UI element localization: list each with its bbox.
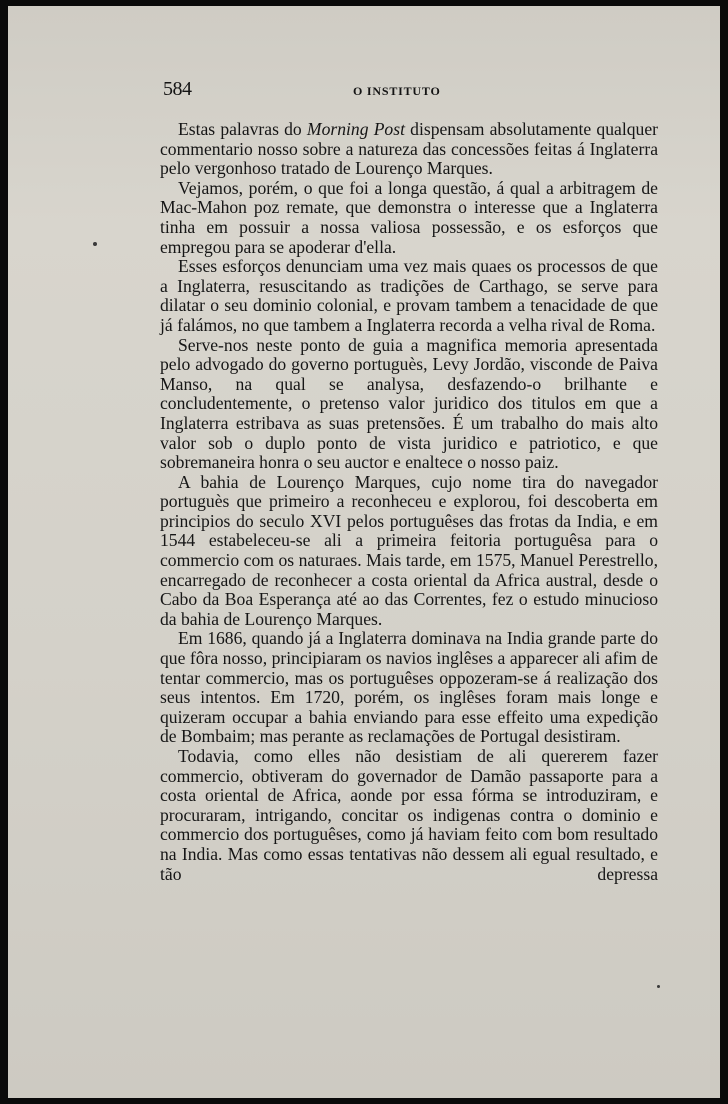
scan-speck bbox=[657, 985, 660, 988]
paragraph-7: Todavia, como elles não desistiam de ali quererem fazer commercio, obtiveram do governador de Damão passaporte para a costa oriental de Africa, aonde por essa fórma se introduziram, e procuraram, intrigando, concitar os indigenas contra o dominio e commercio dos portuguêses, como já haviam feito com bom resultado na India. Mas como essas tentativas não dessem ali egual resultado, e tão depressa bbox=[160, 746, 658, 884]
page-number: 584 bbox=[163, 78, 192, 100]
journal-title: O INSTITUTO bbox=[353, 84, 441, 98]
paragraph-3: Esses esforços denunciam uma vez mais quaes os processos de que a Inglaterra, resuscitando as tradições de Carthago, se serve para dilatar o seu dominio colonial, e provam tambem a tenacidade de que já falámos, no que tambem a Inglaterra recorda a velha rival de Roma. bbox=[160, 256, 658, 335]
paragraph-2: Vejamos, porém, o que foi a longa questão, á qual a arbitragem de Mac-Mahon poz remate, que demonstra o interesse que a Inglaterra tinha em possuir a nossa valiosa possessão, e os esforços que empregou para se apoderar d'ella. bbox=[160, 177, 658, 257]
scan-speck bbox=[93, 242, 97, 246]
running-head bbox=[163, 78, 659, 102]
paragraph-5: A bahia de Lourenço Marques, cujo nome tira do navegador portuguès que primeiro a reconheceu e explorou, foi descoberta em principios do seculo XVI pelos portuguêses das frotas da India, e em 1544 estabeleceu-se ali a primeira feitoria portuguêsa para o commercio com os naturaes. Mais tarde, em 1575, Manuel Perestrello, encarregado de reconhecer a costa oriental da Africa austral, desde o Cabo da Boa Esperança até ao das Correntes, fez o estudo minucioso da bahia de Lourenço Marques. bbox=[160, 471, 658, 629]
newspaper-title: Morning Post bbox=[306, 119, 405, 139]
paragraph-1 bbox=[160, 120, 658, 179]
paragraph-4: Serve-nos neste ponto de guia a magnifica memoria apresentada pelo advogado do governo portuguès, Levy Jordão, visconde de Paiva Manso, na qual se analysa, desfazendo-o brilhante e concludentemente, o pretenso valor juridico dos titulos em que a Inglaterra estribava as suas pretensões. É um trabalho do mais alto valor sob o duplo ponto de vista juridico e patriotico, e que sobremaneira honra o seu auctor e enaltece o nosso paiz. bbox=[160, 334, 658, 473]
paragraph-1-text-end: dispensam absolutamente qualquer commentario nosso sobre a natureza das concessões feitas á Inglaterra pelo vergonhoso tratado de Lourenço Marques. bbox=[160, 119, 658, 179]
paragraph-1-text-start: Estas palavras do bbox=[178, 119, 307, 139]
body-text bbox=[160, 120, 658, 884]
paragraph-6: Em 1686, quando já a Inglaterra dominava na India grande parte do que fôra nosso, principiaram os navios inglêses a apparecer ali afim de tentar commercio, mas os portuguêses oppozeram-se á realização dos seus intentos. Em 1720, porém, os inglêses foram mais longe e quizeram occupar a bahia enviando para esse effeito uma expedição de Bombaim; mas perante as reclamações de Portugal desistiram. bbox=[160, 628, 658, 747]
